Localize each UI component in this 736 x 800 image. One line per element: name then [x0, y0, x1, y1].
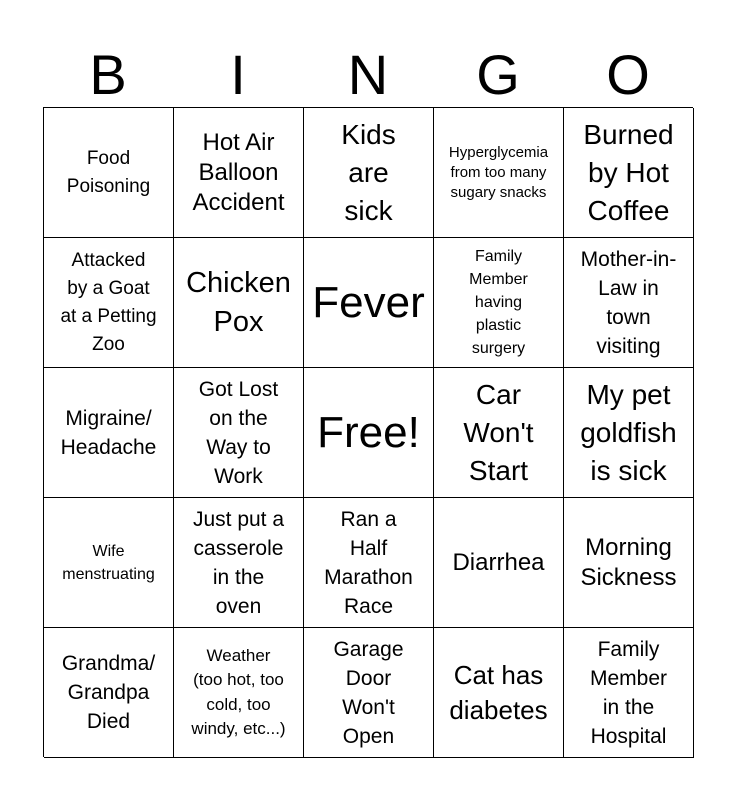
cell-label: Chicken Pox [186, 266, 291, 338]
bingo-cell[interactable] [434, 238, 564, 368]
bingo-cell[interactable] [44, 498, 174, 628]
bingo-cell[interactable] [304, 498, 434, 628]
bingo-cell[interactable] [44, 108, 174, 238]
cell-label: Kids are sick [341, 118, 396, 226]
bingo-cell[interactable] [564, 108, 694, 238]
cell-label: Grandma/ Grandpa Died [61, 652, 156, 733]
cell-label: Attacked by a Goat at a Petting Zoo [60, 249, 157, 355]
header-letter-o: O [606, 43, 650, 106]
free-space-cell[interactable] [304, 368, 434, 498]
bingo-cell[interactable] [434, 108, 564, 238]
bingo-cell[interactable] [564, 238, 694, 368]
header-letter-b: B [89, 43, 127, 106]
bingo-header [43, 44, 693, 106]
cell-label: Ran a Half Marathon Race [324, 507, 413, 618]
cell-label: Diarrhea [452, 548, 545, 576]
bingo-cell[interactable] [564, 368, 694, 498]
cell-label: Mother-in- Law in town visiting [580, 247, 677, 358]
bingo-cell[interactable] [174, 628, 304, 758]
cell-label: Hot Air Balloon Accident [192, 128, 285, 216]
bingo-cell[interactable] [434, 498, 564, 628]
bingo-cell[interactable] [434, 368, 564, 498]
cell-label: Garage Door Won't Open [333, 637, 404, 748]
bingo-cell[interactable] [174, 368, 304, 498]
bingo-cell[interactable] [564, 628, 694, 758]
cell-label: Fever [312, 277, 425, 327]
cell-label: Morning Sickness [580, 533, 677, 591]
cell-label: Cat has diabetes [449, 659, 548, 725]
cell-label: Weather (too hot, too cold, too windy, etc...) [191, 645, 286, 738]
bingo-cell[interactable] [304, 108, 434, 238]
cell-label: Wife menstruating [62, 542, 155, 583]
cell-label: Just put a casserole in the oven [192, 507, 285, 618]
cell-label: Migraine/ Headache [60, 406, 157, 459]
header-letter-g: G [476, 43, 520, 106]
free-space-label: Free! [317, 407, 420, 457]
bingo-cell[interactable] [44, 238, 174, 368]
cell-label: My pet goldfish is sick [580, 378, 677, 486]
cell-label: Food Poisoning [66, 147, 151, 197]
bingo-cell[interactable] [434, 628, 564, 758]
bingo-cell[interactable] [304, 238, 434, 368]
cell-label: Family Member in the Hospital [589, 637, 668, 748]
bingo-cell[interactable] [44, 368, 174, 498]
bingo-cell[interactable] [564, 498, 694, 628]
cell-label: Car Won't Start [463, 378, 534, 486]
bingo-cell[interactable] [304, 628, 434, 758]
cell-label: Family Member having plastic surgery [469, 248, 528, 357]
cell-label: Hyperglycemia from too many sugary snacks [448, 143, 549, 201]
bingo-cell[interactable] [174, 108, 304, 238]
bingo-cell[interactable] [44, 628, 174, 758]
cell-label: Burned by Hot Coffee [583, 118, 674, 226]
bingo-card [43, 107, 693, 757]
header-letter-n: N [347, 43, 389, 106]
bingo-cell[interactable] [174, 238, 304, 368]
bingo-cell[interactable] [174, 498, 304, 628]
header-letter-i: I [230, 43, 246, 106]
cell-label: Got Lost on the Way to Work [198, 377, 279, 488]
